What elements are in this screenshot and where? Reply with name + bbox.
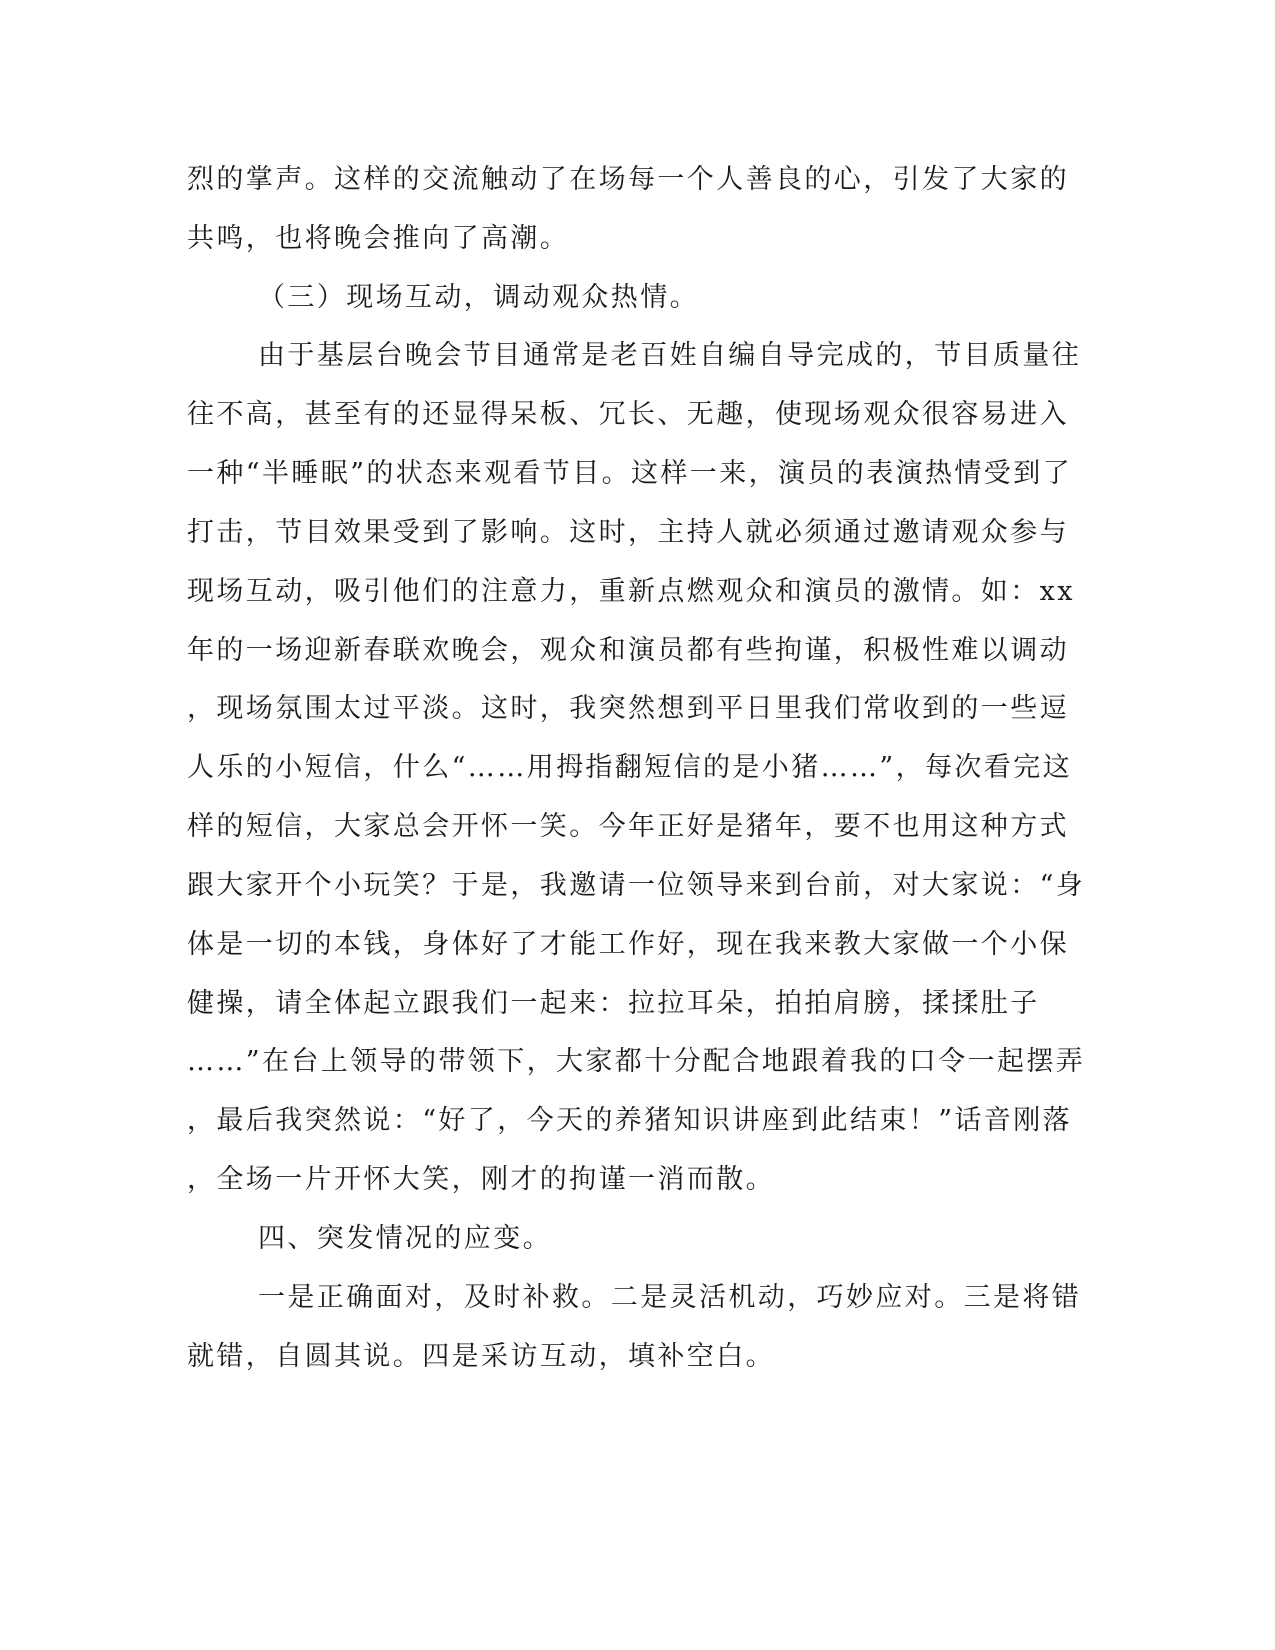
text-line: 往不高，甚至有的还显得呆板、冗长、无趣，使现场观众很容易进入 bbox=[187, 399, 1069, 430]
text-line: 由于基层台晚会节目通常是老百姓自编自导完成的，节目质量往 bbox=[258, 340, 1082, 371]
text-line: ……”在台上领导的带领下，大家都十分配合地跟着我的口令一起摆弄 bbox=[187, 1046, 1086, 1077]
text-line: 跟大家开个小玩笑？于是，我邀请一位领导来到台前，对大家说：“身 bbox=[187, 870, 1086, 901]
text-line: 一是正确面对，及时补救。二是灵活机动，巧妙应对。三是将错 bbox=[258, 1282, 1082, 1313]
text-line: 现场互动，吸引他们的注意力，重新点燃观众和演员的激情。如：xx bbox=[187, 576, 1075, 607]
section-heading-3: （三）现场互动，调动观众热情。 bbox=[258, 282, 699, 313]
text-line: 烈的掌声。这样的交流触动了在场每一个人善良的心，引发了大家的 bbox=[187, 164, 1069, 195]
text-line: 人乐的小短信，什么“……用拇指翻短信的是小猪……”，每次看完这 bbox=[187, 752, 1073, 783]
text-line: ，现场氛围太过平淡。这时，我突然想到平日里我们常收到的一些逗 bbox=[187, 693, 1069, 724]
text-line: 一种“半睡眠”的状态来观看节目。这样一来，演员的表演热情受到了 bbox=[187, 458, 1073, 489]
text-line: 样的短信，大家总会开怀一笑。今年正好是猪年，要不也用这种方式 bbox=[187, 811, 1069, 842]
text-line: 打击，节目效果受到了影响。这时，主持人就必须通过邀请观众参与 bbox=[187, 517, 1069, 548]
text-line: 共鸣，也将晚会推向了高潮。 bbox=[187, 223, 570, 254]
text-line: ，全场一片开怀大笑，刚才的拘谨一消而散。 bbox=[187, 1164, 775, 1195]
text-line: 年的一场迎新春联欢晚会，观众和演员都有些拘谨，积极性难以调动 bbox=[187, 635, 1069, 666]
text-line: ，最后我突然说：“好了，今天的养猪知识讲座到此结束！”话音刚落 bbox=[187, 1105, 1073, 1136]
text-line: 体是一切的本钱，身体好了才能工作好，现在我来教大家做一个小保 bbox=[187, 929, 1069, 960]
text-line: 就错，自圆其说。四是采访互动，填补空白。 bbox=[187, 1341, 775, 1372]
section-heading-4: 四、突发情况的应变。 bbox=[258, 1223, 552, 1254]
text-line: 健操，请全体起立跟我们一起来：拉拉耳朵，拍拍肩膀，揉揉肚子 bbox=[187, 988, 1040, 1019]
